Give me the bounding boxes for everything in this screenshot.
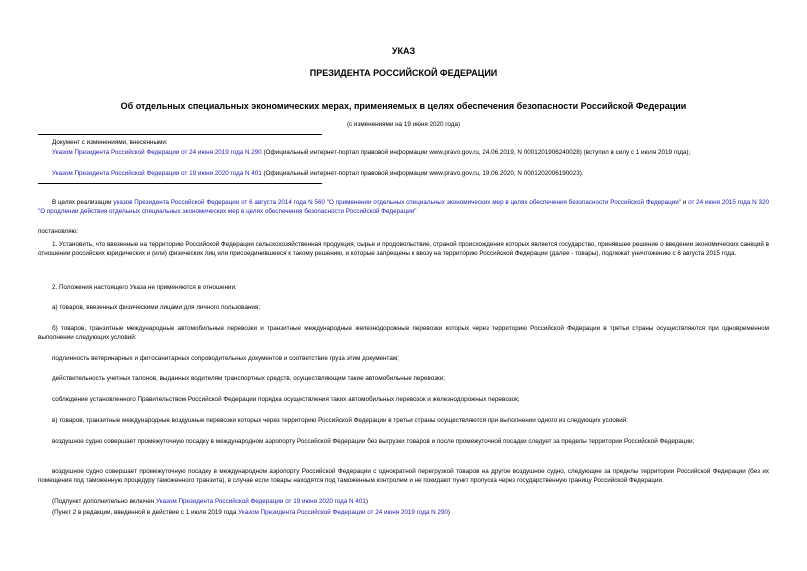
section-2: 2. Положения настоящего Указа не применяются в отношении:	[52, 284, 237, 291]
section-1: 1. Установить, что ввезенные на территорию Российской Федерации сельскохозяйственная продукция, сырье и продовольствие, страной происхождения которых является государство, принявшее решение о введении экономических санкций в отношении российских юридических и (или) физических лиц или присоединившееся к такому решению, и которые запрещены к ввозу на территорию Российской Федерации (далее - товары), подлежат уничтожению с 6 августа 2015 года.	[38, 241, 769, 257]
condition-b1: подлинность ветеринарных и фитосанитарных сопроводительных документов и соответствие груза этим документам;	[52, 355, 399, 362]
divider-bottom	[38, 183, 322, 184]
amendment-2-details: (Официальный интернет-портал правовой информации www.pravo.gov.ru, 19.06.2020, N 0001202006190023).	[261, 170, 584, 177]
revision-note: (с изменениями на 19 июня 2020 года)	[346, 121, 461, 128]
condition-v2: воздушное судно совершает промежуточную посадку в международном аэропорту Российской Федерации с однократной перегрузкой товаров на другое воздушное судно, следующее за пределы территории Российской Федерации (без их помещения под таможенную процедуру таможенного транзита), в случае если товары находятся под таможенным контролем и не покидают пункт пропуска через государственную границу Российской Федерации.	[38, 468, 769, 484]
amendment-link-2020[interactable]: Указом Президента Российской Федерации от 19 июня 2020 года N 401	[52, 170, 262, 177]
subsection-b: б) товаров, транзитные международные автомобильные перевозки и транзитные международные железнодорожные перевозки которых через территорию Российской Федерации в третьи страны осуществляются при одновременном выполнении следующих условий:	[38, 325, 769, 341]
decree-320-title-link[interactable]: "О продлении действия отдельных специальных экономических мер в целях обеспечения безопасности Российской Федерации"	[38, 208, 417, 215]
decree-word: постановляю:	[38, 228, 79, 235]
decree-subject: Об отдельных специальных экономических мерах, применяемых в целях обеспечения безопасности Российской Федерации	[120, 101, 687, 111]
condition-v1: воздушное судно совершает промежуточную посадку в международном аэропорту Российской Федерации без выгрузки товаров и после промежуточной посадки следует за пределы территории Российской Федерации;	[52, 438, 695, 445]
amendment-link-2019[interactable]: Указом Президента Российской Федерации от 24 июня 2019 года N 290	[52, 149, 262, 156]
subsection-v: в) товаров, транзитные международные воздушные перевозки которых через территорию Российской Федерации в третьи страны осуществляются при выполнении одного из следующих условий:	[52, 417, 628, 424]
issuer-title: ПРЕЗИДЕНТА РОССИЙСКОЙ ФЕДЕРАЦИИ	[309, 68, 498, 78]
note-link-2020[interactable]: Указом Президента Российской Федерации от 19 июня 2020 года N 401	[156, 498, 366, 505]
preamble-text-1: В целях реализации	[52, 199, 114, 206]
edit-note-1-close: )	[365, 498, 368, 505]
doc-type-title: УКАЗ	[391, 46, 416, 56]
divider-top	[38, 134, 322, 135]
amendment-1-details: (Официальный интернет-портал правовой информации www.pravo.gov.ru, 24.06.2019, N 0001201906240028) (вступил в силу с 1 июля 2019 года);	[261, 149, 691, 156]
decree-560-link[interactable]: указов Президента Российской Федерации от 6 августа 2014 года N 560	[113, 199, 326, 206]
preamble	[38, 198, 769, 216]
edit-note-2-text: (Пункт 2 в редакции, введенной в действие с 1 июля 2019 года	[52, 509, 239, 516]
changes-item-2	[38, 169, 769, 178]
preamble-text-2: и	[681, 199, 689, 206]
changes-intro: Документ с изменениями, внесенными:	[52, 139, 168, 146]
decree-320-link[interactable]: от 24 июня 2015 года N 320	[688, 199, 769, 206]
note-link-2019[interactable]: Указом Президента Российской Федерации от 24 июня 2019 года N 290	[238, 509, 448, 516]
subsection-a: а) товаров, ввезенных физическими лицами для личного пользования;	[52, 304, 261, 311]
condition-b3: соблюдение установленного Правительством Российской Федерации порядка осуществления таких автомобильных перевозок и железнодорожных перевозок;	[52, 396, 520, 403]
edit-note-2	[38, 508, 769, 517]
decree-560-title-link[interactable]: "О применении отдельных специальных экономических мер в целях обеспечения безопасности Российской Федерации"	[325, 199, 682, 206]
condition-b2: действительность учетных талонов, выданных водителям транспортных средств, осуществляющим такие автомобильные перевозки;	[52, 375, 446, 382]
changes-item-1	[38, 148, 769, 157]
edit-note-1	[38, 497, 769, 506]
edit-note-2-close: )	[447, 509, 451, 516]
edit-note-1-text: (Подпункт дополнительно включен	[52, 498, 157, 505]
